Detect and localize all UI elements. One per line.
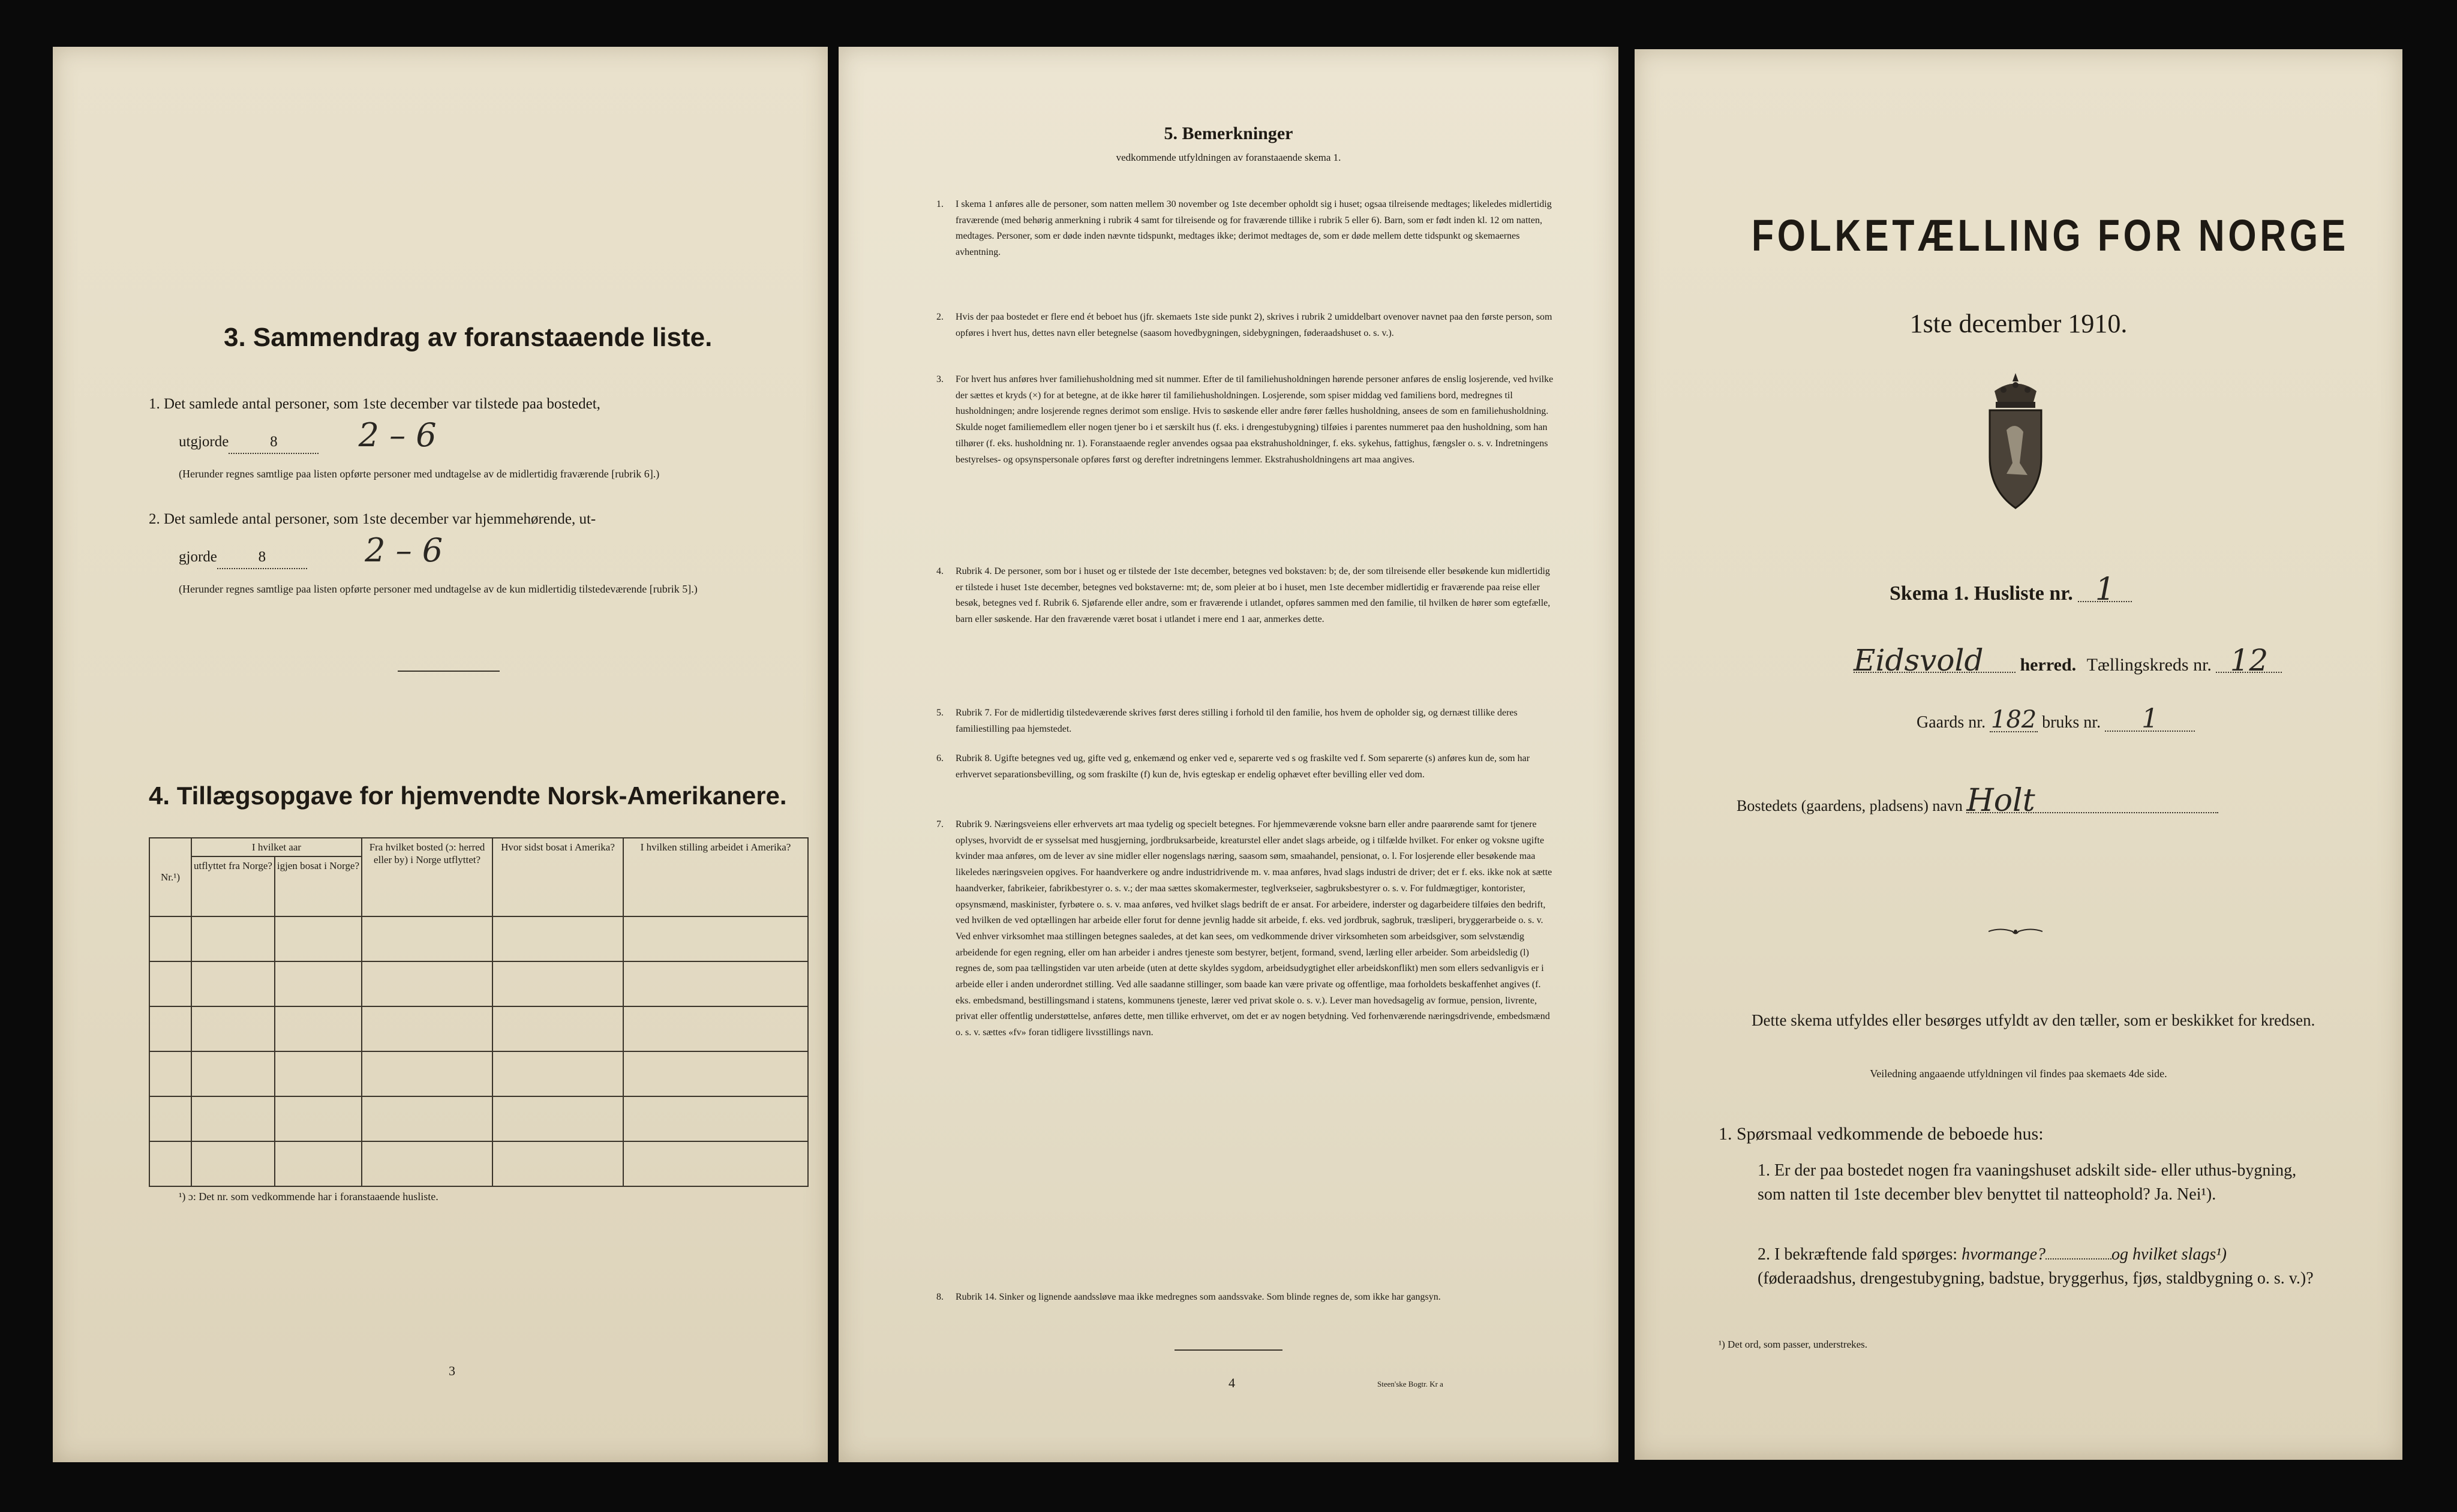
item2-note: (Herunder regnes samtlige paa listen opførte personer med undtagelse av de kun midlertidig tilstedeværende [rubrik 5].) [179, 583, 698, 595]
item2-handwritten: 2 – 6 [365, 531, 443, 569]
remark-8: 8. Rubrik 14. Sinker og lignende aandssløve maa ikke medregnes som aandssvake. Som blinde regnes de, som ikke har gangsyn. [936, 1292, 1441, 1302]
col-group: I hvilket aar [191, 838, 362, 856]
norsk-amerikanere-table [149, 837, 809, 1187]
item1-line1: 1. Det samlede antal personer, som 1ste december var tilstede paa bostedet, [149, 396, 600, 412]
gaards-field[interactable]: 182 [1990, 706, 2037, 734]
question-1: 1. Er der paa bostedet nogen fra vaaningshuset adskilt side- eller uthus-bygning, som natten til 1ste december blev benyttet til natteophold? Ja. Nei¹). [1758, 1161, 2297, 1204]
remark-5: 5. Rubrik 7. For de midlertidig tilstedeværende skrives først deres stilling i forhold til den familie, hos hvem de opholder sig, og dernæst tillike deres familiestilling paa hjemstedet. [936, 708, 1518, 734]
bruks-field[interactable]: 1 [2105, 708, 2195, 732]
table-row[interactable] [149, 1006, 808, 1051]
herred-field[interactable]: Eidsvold [1854, 649, 2016, 673]
item1-count[interactable]: 8 [229, 431, 319, 454]
q1-answer[interactable]: Ja. Nei¹). [2154, 1185, 2216, 1204]
table-row[interactable] [149, 961, 808, 1006]
bosted-field[interactable]: Holt [1966, 789, 2218, 813]
item2-count-line [179, 531, 779, 569]
table-row[interactable] [149, 1141, 808, 1186]
remark-4: 4. Rubrik 4. De personer, som bor i huset og er tilstede der 1ste december, betegnes ved bokstaven: b; de, der som tilreisende eller besøkende kun midlertidig er tilstede i huset 1ste december, betegnes ved bokstaverne: mt; de, som pleier at bo i huset, men 1ste december midlertidig er fraværende paa reise eller besøk, betegnes ved f. Rubrik 6. Sjøfarende eller andre, som er fraværende i utlandet, opføres sammen med den familie, til hvilken de hører som egtefælle, barn eller søskende. Har den fraværende været bosat i utlandet i mere end 1 aar, anmerkes dette. [936, 566, 1551, 625]
divider [398, 671, 500, 672]
table-row[interactable] [149, 1051, 808, 1096]
remark-3: 3. For hvert hus anføres hver familiehusholdning med sit nummer. Efter de til familiehusholdningen hørende personer anføres de enslig losjerende, ved hvilke der sættes et kryds (×) for at betegne, at de ikke hører til familiehusholdningen. Losjerende, som spiser middag ved familiens bord, medregnes til husholdningen; andre losjerende regnes derimot som enslige. Hvis to søskende eller andre fører fælles husholdning, ansees de som en familiehusholdning. Skulde noget familiemedlem eller nogen tjener bo i et særskilt hus (f. eks. i drengestubygning) tilføies i parentes nummeret paa den husholdning, som han tilhører (f. eks. husholdning nr. 1). Foranstaaende regler anvendes ogsaa paa ekstrahusholdninger, f. eks. sykehus, fattighus, fængsler o. s. v. Indretningens bestyrelses- og opsynspersonale opføres først og derefter indretningens lemmer. Ekstrahusholdningens art maa angives. [936, 374, 1554, 465]
section-4-title: 4. Tillægsopgave for hjemvendte Norsk-Amerikanere. [149, 781, 787, 810]
coat-of-arms-icon [1971, 373, 2060, 511]
husliste-nr-field[interactable]: 1 [2078, 578, 2132, 602]
page-4 [839, 47, 1618, 1462]
item1-count-line [179, 416, 779, 454]
page1-footnote: ¹) Det ord, som passer, understrekes. [1719, 1339, 1868, 1350]
page-3 [53, 47, 828, 1462]
skema-line: Skema 1. Husliste nr. 1 [1890, 578, 2132, 605]
questions-title: 1. Spørsmaal vedkommende de beboede hus: [1719, 1124, 2044, 1144]
gaards-line: Gaards nr. 182 bruks nr. 1 [1917, 708, 2195, 734]
table-row[interactable] [149, 916, 808, 961]
item2-count[interactable]: 8 [217, 546, 307, 569]
item2-line1: 2. Det samlede antal personer, som 1ste december var hjemmehørende, ut- [149, 511, 596, 527]
question-2: 2. I bekræftende fald spørges: hvormange? og hvilket slags¹) (føderaadshus, drengestubygning, badstue, bryggerhus, fjøs, staldbygning o. s. v.)? [1758, 1245, 2314, 1288]
item1-prefix: utgjorde [179, 434, 229, 450]
hvormange-field[interactable] [2046, 1258, 2111, 1260]
remarks-title: 5. Bemerkninger [1164, 124, 1293, 143]
table-footnote: ¹) ɔ: Det nr. som vedkommende har i foranstaaende husliste. [179, 1191, 438, 1203]
remark-6: 6. Rubrik 8. Ugifte betegnes ved ug, gifte ved g, enkemænd og enker ved e, separerte ved s og fraskilte ved f. Som separerte (s) anføres kun de, som har erhvervet separationsbevilling, og som fraskilte (f) kun de, hvis egteskap er endelig ophævet efter bevilling eller ved dom. [936, 753, 1530, 780]
remark-1: 1. I skema 1 anføres alle de personer, som natten mellem 30 november og 1ste december opholdt sig i huset; ogsaa tilreisende medtages; likeledes midlertidig fraværende (med behørig anmerkning i rubrik 4 samt for tilreisende og for fraværende tillike i rubrik 5 eller 6). Barn, som er født inden kl. 12 om natten, medtages. Personer, som er døde inden nævnte tidspunkt, medtages ikke; derimot medtages de, som er døde mellem dette tidspunkt og skemaernes avhentning. [936, 199, 1552, 258]
col-stilling: I hvilken stilling arbeidet i Amerika? [623, 838, 808, 916]
page-number-4: 4 [1228, 1375, 1235, 1390]
item1-handwritten: 2 – 6 [358, 416, 437, 454]
col-utflyttet: utflyttet fra Norge? [191, 856, 275, 916]
kreds-field[interactable]: 12 [2216, 649, 2282, 673]
table-row[interactable] [149, 1096, 808, 1141]
remark-7: 7. Rubrik 9. Næringsveiens eller erhvervets art maa tydelig og specielt betegnes. For hjemmeværende voksne barn eller andre paarørende samt for tjenere oplyses, hvorvidt de er sysselsat med husgjerning, jordbruksarbeide, kreaturstel eller andet slags arbeide, og i tilfælde hvilket. For enker og voksne ugifte kvinder maa anføres, om de lever av sine midler eller nogenslags næring, saasom søm, smaahandel, pensionat, o. l. For losjerende eller besøkende maa likeledes næringsveien opgives. For haandverkere og andre industridrivende m. v. maa anføres, hvad slags industri de driver; det er f. eks. ikke nok at sætte haandverker, fabrikeier, fabrikbestyrer o. s. v.; der maa sættes skomakermester, teglverkseier, sagbruksbestyrer o. s. v. For fuldmægtiger, kontorister, opsynsmænd, maskinister, fyrbøtere o. s. v. maa anføres, ved hvilket slags bedrift de er ansat. For arbeidere, inderster og dagarbeidere tilføies den bedrift, ved hvilken de ved optællingen har arbeide eller forut for denne jevnlig hadde sit arbeide, f. eks. ved jordbruk, sagbruk, træsliperi, bryggerarbeide o. s. v. Ved enhver virksomhet maa stillingen betegnes saaledes, at det kan sees, om vedkommende driver virksomheten som arbeidsgiver, som selvstændig arbeidende for egen regning, eller om han arbeider i andres tjeneste som bestyrer, betjent, formand, svend, lærling eller arbeider. Som arbeidsledig (l) regnes de, som paa tællingstiden var uten arbeide (uten at dette skyldes sygdom, arbeidsudygtighet eller arbeidskonflikt) men som ellers sedvanligvis er i arbeide eller i anden underordnet stilling. Ved alle saadanne stillinger, som baade kan være private og offentlige, maa forholdets beskaffenhet angives (f. eks. embedsmand, bestillingsmand i statens, kommunens tjeneste, lærer ved privat skole o. s. v.). Lever man hovedsagelig av formue, pension, livrente, privat eller offentlig understøttelse, anføres dette, men tillike erhvervet, om det er av nogen betydning. Ved forhenværende næringsdrivende, embedsmænd o. s. v. sættes «fv» foran tidligere livsstillings navn. [936, 819, 1552, 1038]
census-title: FOLKETÆLLING FOR NORGE [1752, 211, 2349, 260]
veiledning-text: Veiledning angaaende utfyldningen vil findes paa skemaets 4de side. [1870, 1068, 2167, 1080]
col-igjen: igjen bosat i Norge? [275, 856, 362, 916]
herred-line: Eidsvold herred. Tællingskreds nr. 12 [1854, 649, 2282, 677]
remark-2: 2. Hvis der paa bostedet er flere end ét beboet hus (jfr. skemaets 1ste side punkt 2), skrives i rubrik 2 umiddelbart ovenover navnet paa den første person, som opføres i hvert hus, dettes navn eller betegnelse (saasom hovedbygningen, sidebygningen, føderaadshuset o. s. v.). [936, 312, 1552, 338]
bosted-line: Bostedets (gaardens, pladsens) navn Holt [1737, 789, 2218, 817]
section-3-title: 3. Sammendrag av foranstaaende liste. [224, 323, 713, 352]
page-number-3: 3 [449, 1363, 455, 1378]
page-1-cover [1635, 49, 2402, 1460]
intro-text: Dette skema utfyldes eller besørges utfyldt av den tæller, som er beskikket for kredsen. [1752, 1011, 2315, 1029]
item2-prefix: gjorde [179, 549, 217, 565]
col-hvor: Hvor sidst bosat i Amerika? [492, 838, 623, 916]
divider [1175, 1349, 1282, 1351]
remarks-subtitle: vedkommende utfyldningen av foranstaaende skema 1. [1116, 152, 1341, 163]
item1-note: (Herunder regnes samtlige paa listen opførte personer med undtagelse av de midlertidig fraværende [rubrik 6].) [179, 468, 660, 480]
printer-mark: Steen'ske Bogtr. Kr a [1377, 1379, 1443, 1388]
col-fra: Fra hvilket bosted (ɔ: herred eller by) i Norge utflyttet? [362, 838, 492, 916]
ornament-icon [1989, 925, 2043, 938]
col-nr: Nr.¹) [149, 838, 191, 916]
census-date: 1ste december 1910. [1909, 309, 2128, 338]
